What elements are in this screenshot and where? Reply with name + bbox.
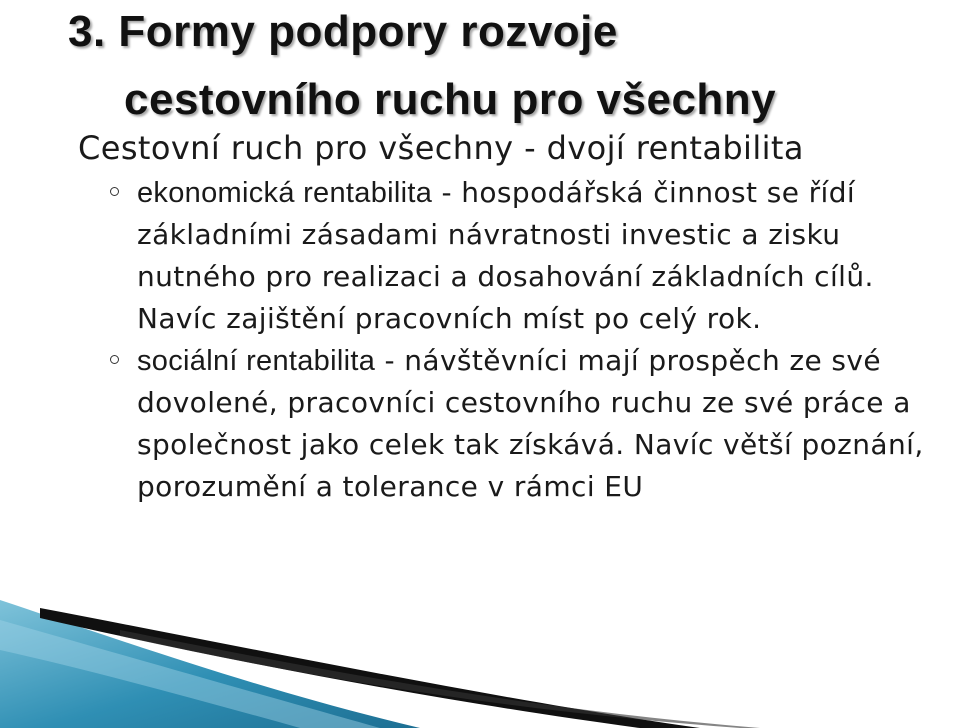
bullet-social-rentability: [0, 340, 960, 508]
bullet-term: sociální rentabilita: [137, 345, 376, 377]
bullet-term: ekonomická rentabilita: [137, 177, 433, 209]
circle-bullet-icon: [110, 187, 119, 196]
slide-content: [0, 124, 960, 508]
slide-subtitle: Cestovní ruch pro všechny - dvojí rentabilita: [78, 129, 804, 167]
bullet-list: [0, 172, 960, 508]
bullet-economic-rentability: [0, 172, 960, 340]
bullet-text: - hospodářská činnost se řídí základními zásadami návratnosti investic a zisku nutného pro realizaci a dosahování základních cílů. Navíc zajištění pracovních míst po celý rok.: [137, 176, 874, 335]
title-line-1: 3. Formy podpory rozvoje: [68, 7, 618, 56]
title-line-2: cestovního ruchu pro všechny: [124, 75, 777, 124]
bullet-text: - návštěvníci mají prospěch ze své dovolené, pracovníci cestovního ruchu ze své práce a společnost jako celek tak získává. Navíc větší poznání, porozumění a tolerance v rámci EU: [137, 344, 924, 503]
slide-title: [0, 2, 960, 130]
decorative-wave-band: [0, 600, 960, 728]
circle-bullet-icon: [110, 355, 119, 364]
